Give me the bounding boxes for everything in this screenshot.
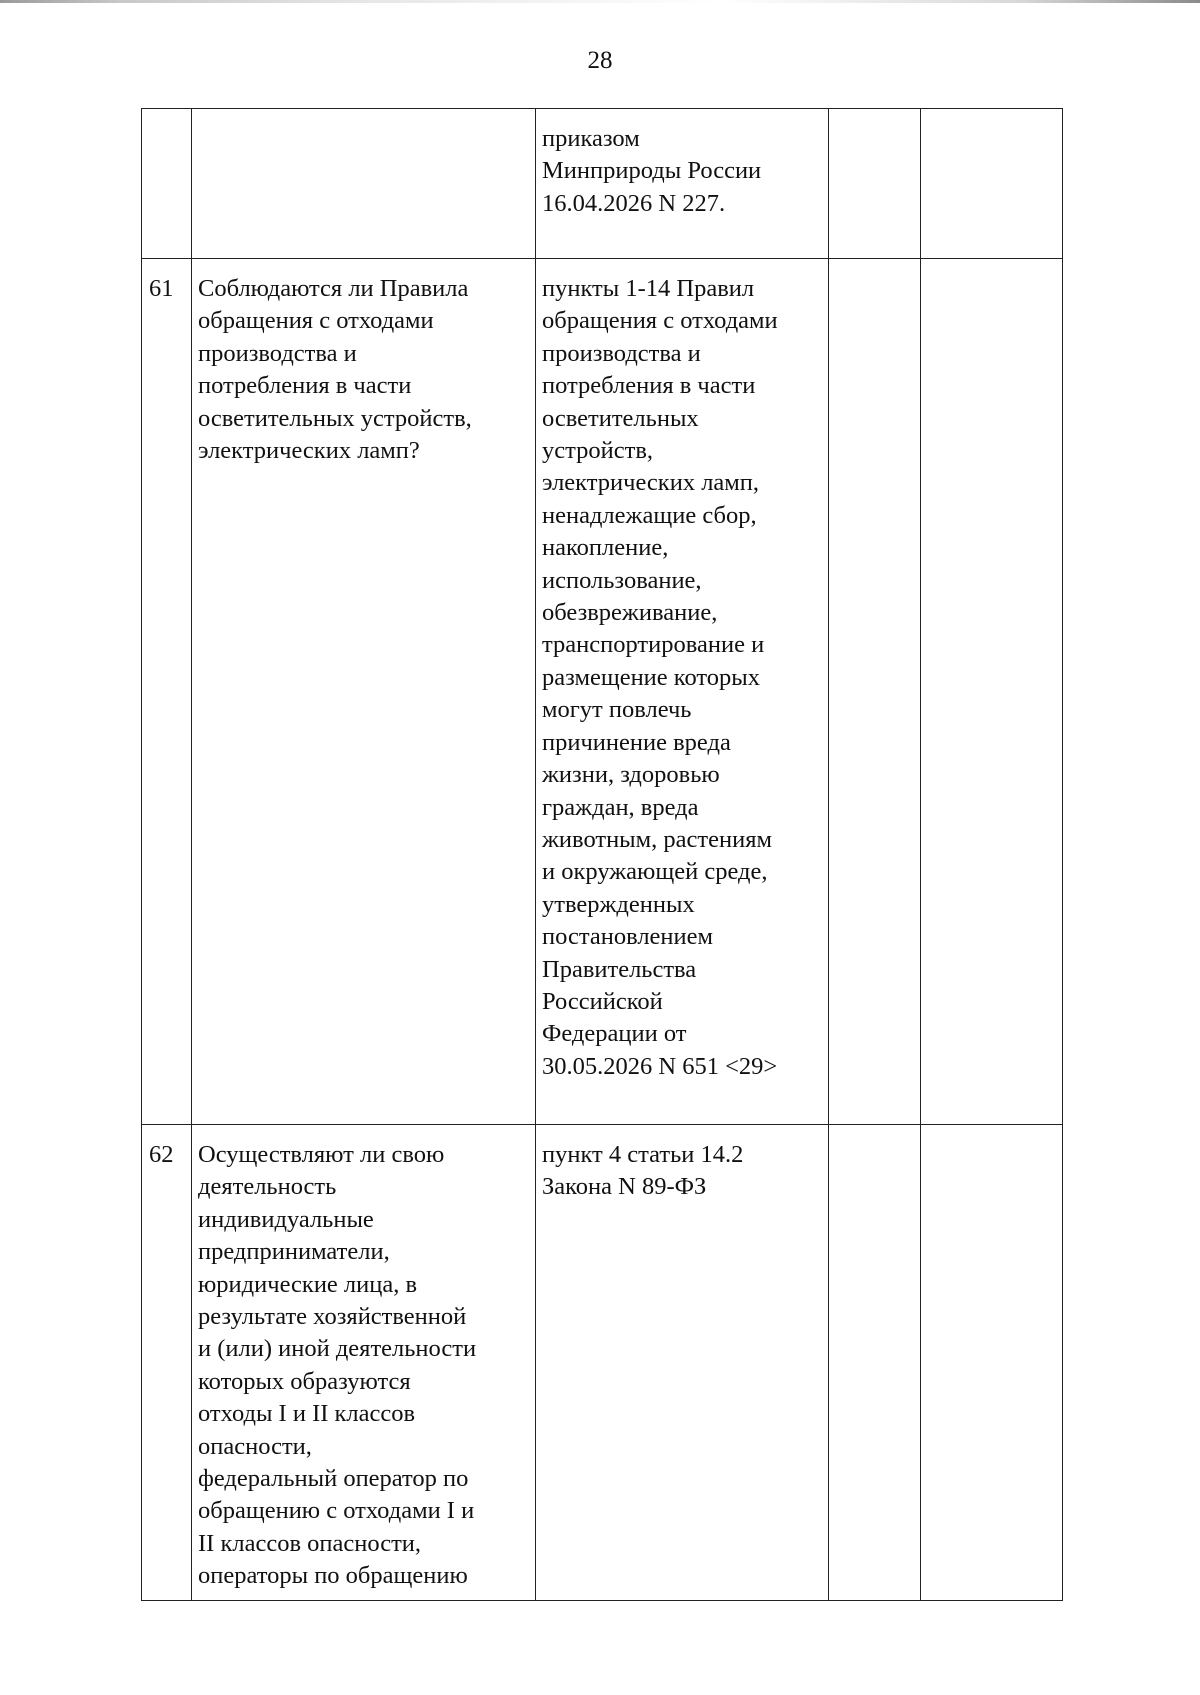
table-row-continuation: [142, 109, 1063, 259]
note-cell: [921, 109, 1063, 259]
legal-basis-cell: пункты 1-14 Правил обращения с отходами производства и потребления в части осветительных устройств, электрических ламп, ненадлежащие сбор, накопление, использование, обезвреживание, транспортирование и размещение которых могут повлечь причинение вреда жизни, здоровью граждан, вреда животным, растениям и окружающей среде, утвержденных постановлением Правительства Российской Федерации от 30.05.2026 N 651 <29>: [536, 259, 829, 1125]
row-number-cell: 62: [142, 1125, 192, 1601]
legal-basis-cell: пункт 4 статьи 14.2 Закона N 89-ФЗ: [536, 1125, 829, 1601]
row-number-cell: [142, 109, 192, 259]
question-cell: Соблюдаются ли Правила обращения с отходами производства и потребления в части осветительных устройств, электрических ламп?: [192, 259, 536, 1125]
answer-cell: [829, 109, 921, 259]
question-cell: Осуществляют ли свою деятельность индивидуальные предприниматели, юридические лица, в результате хозяйственной и (или) иной деятельности которых образуются отходы I и II классов опасности, федеральный оператор по обращению с отходами I и II классов опасности, операторы по обращению: [192, 1125, 536, 1601]
table-row-61: [142, 259, 1063, 1125]
checklist-table: [141, 108, 1063, 1601]
page-number: 28: [587, 47, 613, 74]
question-cell: [192, 109, 536, 259]
row-number-cell: 61: [142, 259, 192, 1125]
answer-cell: [829, 1125, 921, 1601]
answer-cell: [829, 259, 921, 1125]
table-row-62: [142, 1125, 1063, 1601]
note-cell: [921, 259, 1063, 1125]
note-cell: [921, 1125, 1063, 1601]
legal-basis-cell: приказом Минприроды России 16.04.2026 N 227.: [536, 109, 829, 259]
scan-edge: [0, 0, 1200, 3]
